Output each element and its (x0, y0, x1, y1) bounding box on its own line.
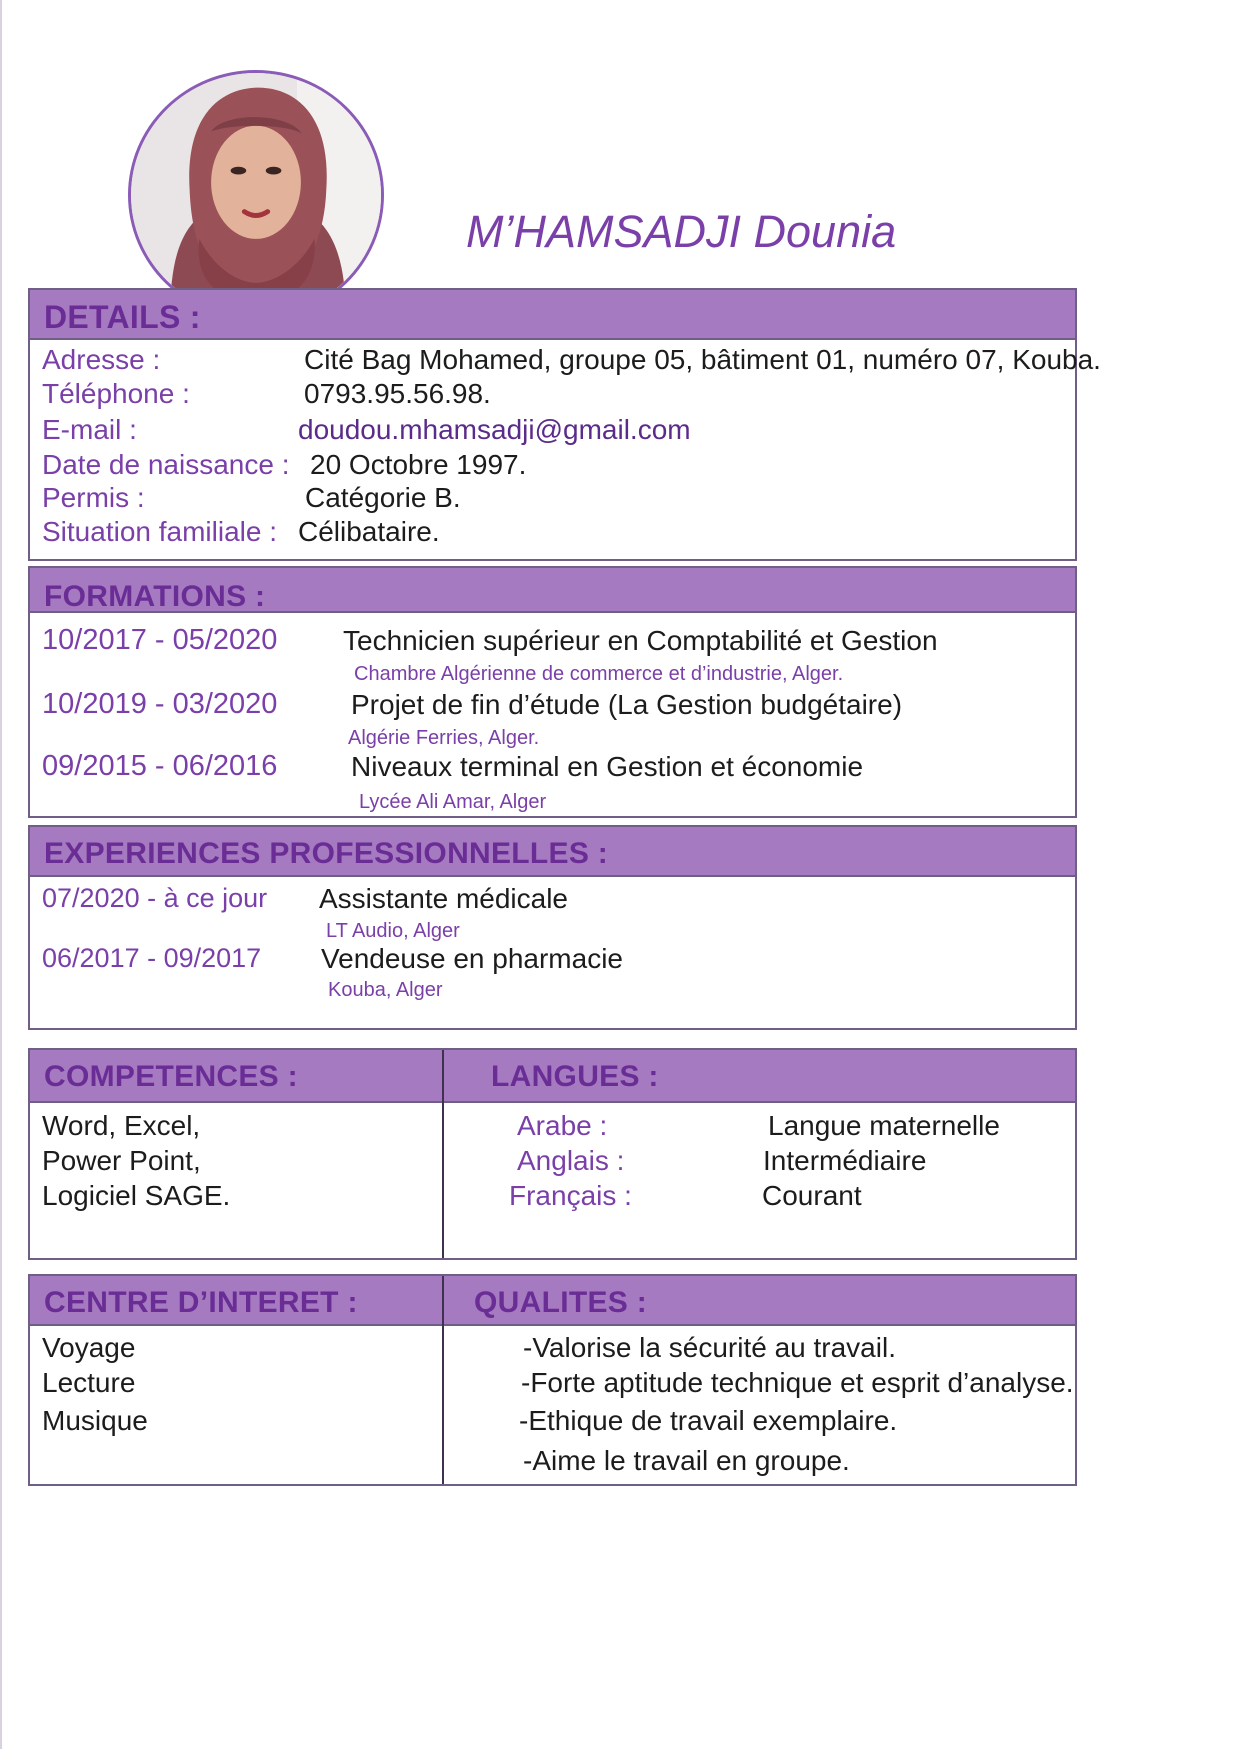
column-divider (442, 1050, 444, 1258)
langue-label: Arabe : (517, 1110, 608, 1141)
candidate-name: M’HAMSADJI Dounia (466, 206, 897, 257)
competence-item: Word, Excel, (42, 1110, 201, 1141)
detail-label: Situation familiale : (42, 516, 278, 547)
interet-item: Voyage (42, 1332, 136, 1363)
formation-place: Lycée Ali Amar, Alger (359, 791, 547, 813)
interet-item: Lecture (42, 1367, 136, 1398)
detail-value: Célibataire. (298, 516, 440, 547)
formation-title: Technicien supérieur en Comptabilité et Gestion (343, 625, 938, 656)
experience-dates: 06/2017 - 09/2017 (42, 943, 262, 973)
formations-section (28, 566, 1077, 818)
formation-title: Projet de fin d’étude (La Gestion budgétaire) (351, 689, 903, 720)
experiences-section (28, 825, 1077, 1030)
competences-langues-header-bar (30, 1050, 1075, 1103)
qualite-item: -Aime le travail en groupe. (523, 1445, 850, 1476)
competences-langues-section (28, 1048, 1077, 1260)
experience-title: Vendeuse en pharmacie (321, 943, 623, 974)
experience-place: Kouba, Alger (328, 979, 443, 1001)
detail-label: Permis : (42, 482, 145, 513)
formation-dates: 10/2019 - 03/2020 (42, 688, 278, 720)
langues-title: LANGUES : (491, 1060, 659, 1093)
formation-dates: 09/2015 - 06/2016 (42, 750, 278, 782)
langue-level: Intermédiaire (763, 1145, 927, 1176)
details-header-bar (30, 290, 1075, 340)
details-title: DETAILS : (44, 299, 201, 335)
experiences-header-bar (30, 827, 1075, 877)
experiences-title: EXPERIENCES PROFESSIONNELLES : (44, 837, 609, 870)
detail-value: 0793.95.56.98. (304, 378, 491, 409)
detail-label: E-mail : (42, 414, 137, 445)
interet-item: Musique (42, 1405, 148, 1436)
formations-header-bar (30, 568, 1075, 613)
qualite-item: -Forte aptitude technique et esprit d’analyse. (521, 1367, 1074, 1398)
langue-level: Courant (762, 1180, 862, 1211)
column-divider (442, 1276, 444, 1484)
competence-item: Logiciel SAGE. (42, 1180, 231, 1211)
interets-title: CENTRE D’INTERET : (44, 1286, 358, 1319)
interets-qualites-header-bar (30, 1276, 1075, 1326)
experience-title: Assistante médicale (319, 883, 569, 914)
email-link[interactable]: doudou.mhamsadji@gmail.com (298, 414, 691, 445)
formation-place: Chambre Algérienne de commerce et d’industrie, Alger. (354, 663, 844, 685)
details-section (28, 288, 1101, 561)
qualite-item: -Ethique de travail exemplaire. (519, 1405, 898, 1436)
langue-label: Français : (509, 1180, 632, 1211)
profile-photo-image (131, 73, 381, 317)
qualites-title: QUALITES : (474, 1286, 647, 1319)
langue-label: Anglais : (517, 1145, 625, 1176)
page-edge (0, 0, 2, 1749)
detail-value: Catégorie B. (305, 482, 461, 513)
detail-value: 20 Octobre 1997. (310, 449, 527, 480)
qualite-item: -Valorise la sécurité au travail. (523, 1332, 896, 1363)
experience-dates: 07/2020 - à ce jour (42, 883, 268, 913)
formation-title: Niveaux terminal en Gestion et économie (351, 751, 864, 782)
formation-dates: 10/2017 - 05/2020 (42, 624, 278, 656)
experience-place: LT Audio, Alger (326, 920, 460, 942)
profile-photo (128, 70, 384, 320)
langue-level: Langue maternelle (768, 1110, 1000, 1141)
formation-place: Algérie Ferries, Alger. (348, 727, 540, 749)
detail-label: Date de naissance : (42, 449, 290, 480)
detail-label: Téléphone : (42, 378, 190, 409)
detail-label: Adresse : (42, 344, 161, 375)
competences-title: COMPETENCES : (44, 1060, 298, 1093)
formations-title: FORMATIONS : (44, 580, 266, 613)
interets-qualites-section (28, 1274, 1077, 1486)
competence-item: Power Point, (42, 1145, 201, 1176)
detail-value: Cité Bag Mohamed, groupe 05, bâtiment 01, numéro 07, Kouba. (304, 344, 1101, 375)
